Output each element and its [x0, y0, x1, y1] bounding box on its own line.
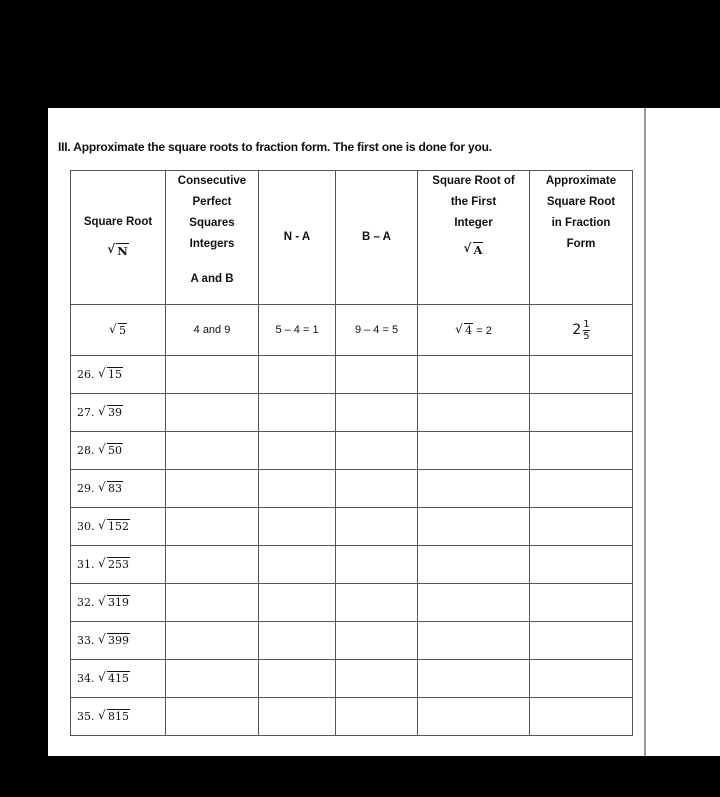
- bottom-bar: [0, 756, 720, 797]
- example-n-minus-a: 5 – 4 = 1: [259, 305, 336, 356]
- item-number: 29.: [77, 482, 95, 495]
- item-label: [71, 546, 166, 584]
- answer-cell[interactable]: [336, 432, 418, 470]
- answer-cell[interactable]: [418, 394, 530, 432]
- item-label: [71, 432, 166, 470]
- item-label: [71, 660, 166, 698]
- item-number: 32.: [77, 596, 95, 609]
- example-row: [71, 305, 633, 356]
- header-b-minus-a: B – A: [336, 171, 418, 305]
- answer-cell[interactable]: [418, 508, 530, 546]
- header-approx-line-3: in Fraction: [551, 217, 611, 229]
- item-radicand: 39: [108, 406, 122, 419]
- item-radicand: 399: [108, 634, 129, 647]
- answer-cell[interactable]: [166, 584, 259, 622]
- header-consecutive-line-2: Perfect: [192, 196, 232, 208]
- example-fraction-numerator: 1: [583, 318, 590, 330]
- header-approx-line-2: Square Root: [546, 196, 616, 208]
- table-row: [71, 584, 633, 622]
- answer-cell[interactable]: [336, 660, 418, 698]
- item-radicand: 15: [108, 368, 122, 381]
- item-radicand: 815: [108, 710, 129, 723]
- item-label: [71, 356, 166, 394]
- header-approx-line-4: Form: [566, 238, 596, 250]
- answer-cell[interactable]: [418, 432, 530, 470]
- item-number: 30.: [77, 520, 95, 533]
- answer-cell[interactable]: [418, 698, 530, 736]
- answer-cell[interactable]: [166, 698, 259, 736]
- answer-cell[interactable]: [336, 394, 418, 432]
- item-radicand: 152: [108, 520, 129, 533]
- header-sqrt-n: [107, 241, 129, 262]
- answer-cell[interactable]: [259, 470, 336, 508]
- answer-cell[interactable]: [530, 622, 633, 660]
- item-radicand: 50: [108, 444, 122, 457]
- square-root-table: [70, 170, 633, 736]
- page-edge: [644, 108, 720, 756]
- answer-cell[interactable]: [336, 584, 418, 622]
- answer-cell[interactable]: [418, 660, 530, 698]
- answer-cell[interactable]: [166, 356, 259, 394]
- answer-cell[interactable]: [418, 470, 530, 508]
- item-number: 26.: [77, 368, 95, 381]
- item-label: [71, 394, 166, 432]
- answer-cell[interactable]: [166, 622, 259, 660]
- answer-cell[interactable]: [166, 394, 259, 432]
- worksheet-page: [48, 108, 644, 756]
- answer-cell[interactable]: [530, 356, 633, 394]
- answer-cell[interactable]: [336, 546, 418, 584]
- answer-cell[interactable]: [259, 394, 336, 432]
- answer-cell[interactable]: [418, 584, 530, 622]
- answer-cell[interactable]: [530, 698, 633, 736]
- example-sqrt-a-radicand: 4: [465, 323, 473, 337]
- header-sqrt-first-line-2: the First: [450, 196, 497, 208]
- answer-cell[interactable]: [259, 622, 336, 660]
- example-fraction-whole: 2: [572, 322, 582, 338]
- table-row: [71, 356, 633, 394]
- item-number: 31.: [77, 558, 95, 571]
- header-consecutive-line-3: Squares: [189, 217, 235, 229]
- answer-cell[interactable]: [336, 356, 418, 394]
- answer-cell[interactable]: [530, 394, 633, 432]
- answer-cell[interactable]: [259, 432, 336, 470]
- header-sqrt-first-line-3: Integer: [454, 217, 493, 229]
- item-number: 33.: [77, 634, 95, 647]
- answer-cell[interactable]: [259, 356, 336, 394]
- answer-cell[interactable]: [530, 546, 633, 584]
- example-square-root: [71, 305, 166, 356]
- answer-cell[interactable]: [166, 660, 259, 698]
- header-consecutive-line-1: Consecutive: [177, 175, 247, 187]
- header-sqrt-n-radicand: N: [117, 244, 128, 258]
- header-sqrt-a-radicand: A: [473, 243, 483, 257]
- answer-cell[interactable]: [259, 660, 336, 698]
- header-square-root: [71, 171, 166, 305]
- item-radicand: 253: [108, 558, 129, 571]
- table-row: [71, 622, 633, 660]
- item-number: 34.: [77, 672, 95, 685]
- example-fraction-denominator: 5: [583, 330, 590, 342]
- answer-cell[interactable]: [418, 546, 530, 584]
- item-number: 35.: [77, 710, 95, 723]
- table-row: [71, 698, 633, 736]
- example-fraction: [530, 305, 633, 356]
- example-radicand: 5: [119, 323, 126, 337]
- answer-cell[interactable]: [259, 508, 336, 546]
- example-sqrt-a: [418, 305, 530, 356]
- header-square-root-label: Square Root: [83, 216, 153, 228]
- item-label: [71, 470, 166, 508]
- answer-cell[interactable]: [259, 546, 336, 584]
- header-a-and-b: A and B: [190, 273, 234, 285]
- item-label: [71, 698, 166, 736]
- item-label: [71, 622, 166, 660]
- answer-cell[interactable]: [418, 356, 530, 394]
- answer-cell[interactable]: [259, 698, 336, 736]
- answer-cell[interactable]: [166, 546, 259, 584]
- table-row: [71, 508, 633, 546]
- item-number: 28.: [77, 444, 95, 457]
- example-perfect-squares: 4 and 9: [166, 305, 259, 356]
- answer-cell[interactable]: [530, 660, 633, 698]
- answer-cell[interactable]: [336, 508, 418, 546]
- header-n-minus-a: N - A: [259, 171, 336, 305]
- answer-cell[interactable]: [530, 508, 633, 546]
- table-row: [71, 394, 633, 432]
- answer-cell[interactable]: [336, 470, 418, 508]
- header-consecutive-squares: [166, 171, 259, 305]
- answer-cell[interactable]: [166, 508, 259, 546]
- answer-cell[interactable]: [336, 698, 418, 736]
- header-row: [71, 171, 633, 305]
- answer-cell[interactable]: [259, 584, 336, 622]
- item-label: [71, 584, 166, 622]
- answer-cell[interactable]: [530, 584, 633, 622]
- table-row: [71, 432, 633, 470]
- header-sqrt-a: [464, 240, 484, 261]
- example-b-minus-a: 9 – 4 = 5: [336, 305, 418, 356]
- header-approx-fraction: [530, 171, 633, 305]
- header-approx-line-1: Approximate: [545, 175, 617, 187]
- item-number: 27.: [77, 406, 95, 419]
- table-row: [71, 470, 633, 508]
- answer-cell[interactable]: [166, 470, 259, 508]
- answer-cell[interactable]: [166, 432, 259, 470]
- answer-cell[interactable]: [418, 622, 530, 660]
- item-radicand: 83: [108, 482, 122, 495]
- header-sqrt-first-integer: [418, 171, 530, 305]
- answer-cell[interactable]: [530, 432, 633, 470]
- answer-cell[interactable]: [336, 622, 418, 660]
- example-sqrt-a-result: = 2: [476, 324, 492, 337]
- answer-cell[interactable]: [530, 470, 633, 508]
- table-row: [71, 660, 633, 698]
- header-consecutive-line-4: Integers: [189, 238, 235, 250]
- table-row: [71, 546, 633, 584]
- item-radicand: 415: [108, 672, 129, 685]
- instructions-text: III. Approximate the square roots to fraction form. The first one is done for you.: [58, 140, 492, 154]
- item-label: [71, 508, 166, 546]
- header-sqrt-first-line-1: Square Root of: [432, 175, 515, 187]
- item-radicand: 319: [108, 596, 129, 609]
